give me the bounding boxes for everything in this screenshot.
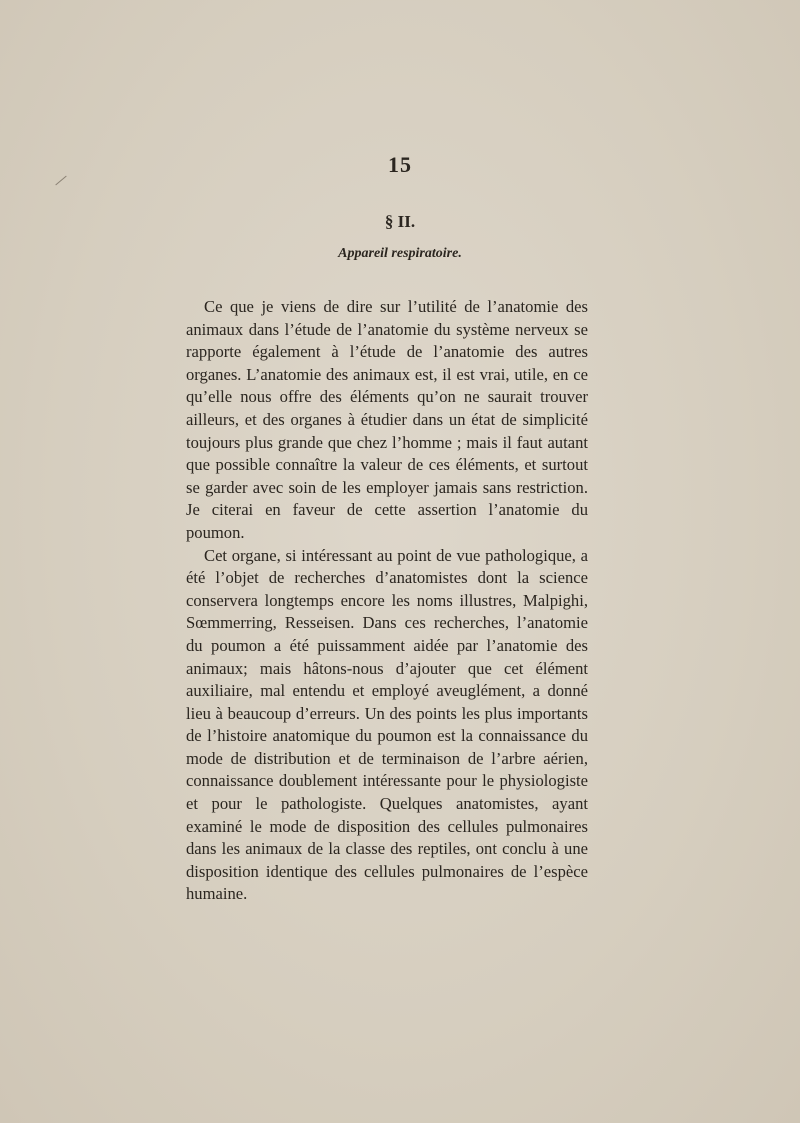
paragraph-2: Cet organe, si intéressant au point de vue pathologique, a été l’objet de recherches d’anatomistes dont la science conservera longtemps encore les noms illustres, Malpighi, Sœmmerring, Resseisen. Dans ces recherches, l’anatomie du poumon a été puissamment aidée par l’anatomie des animaux; mais hâtons-nous d’ajouter que cet élément auxiliaire, mal entendu et employé aveuglément, a donné lieu à beaucoup d’erreurs. Un des points les plus importants de l’histoire anatomique du poumon est la connaissance du mode de distribution et de terminaison de l’arbre aérien, connaissance doublement intéressante pour le physiologiste et pour le pathologiste. Quelques anatomistes, ayant examiné le mode de disposition des cellules pulmonaires dans les animaux de la classe des reptiles, ont conclu à une disposition identique des cellules pulmonaires de l’espèce humaine.	[186, 545, 588, 904]
paragraph-1: Ce que je viens de dire sur l’utilité de l’anatomie des animaux dans l’étude de l’anatomie du système nerveux se rapporte également à l’étude de l’anatomie des autres organes. L’anatomie des animaux est, il est vrai, utile, en ce qu’elle nous offre des éléments qu’on ne saurait trouver ailleurs, et des organes à étudier dans un état de simplicité toujours plus grande que chez l’homme ; mais il faut autant que possible connaître la valeur de ces éléments, et surtout se garder avec soin de les employer jamais sans restriction. Je citerai en faveur de cette assertion l’anatomie du poumon.	[186, 297, 588, 542]
page-number: 15	[388, 152, 412, 177]
section-heading: § II.	[384, 212, 416, 231]
section-subtitle: Appareil respiratoire.	[338, 246, 462, 261]
body-text	[186, 296, 588, 906]
